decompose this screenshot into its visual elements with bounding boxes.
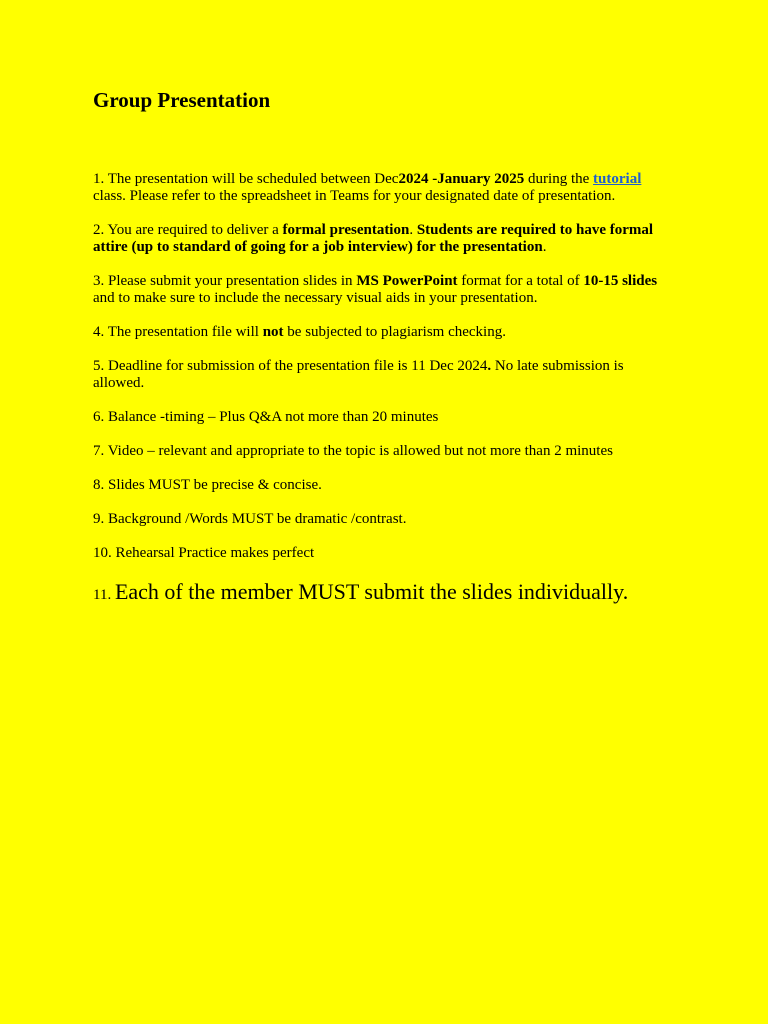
- item-10: 10. Rehearsal Practice makes perfect: [93, 545, 315, 561]
- item-6: 6. Balance -timing – Plus Q&A not more than 20 minutes: [93, 409, 439, 425]
- page-title: Group Presentation: [93, 88, 271, 112]
- item-4: 4. The presentation file will not be subjected to plagiarism checking.: [93, 324, 506, 340]
- tutorial-link[interactable]: tutorial: [593, 171, 642, 187]
- item-2: 2. You are required to deliver a formal presentation. Students are required to have formal attire (up to standard of going for a job interview) for the presentation.: [93, 222, 654, 255]
- item-3: 3. Please submit your presentation slides in MS PowerPoint format for a total of 10-15 slides and to make sure to include the necessary visual aids in your presentation.: [93, 273, 658, 306]
- item-1: 1. The presentation will be scheduled between Dec2024 -January 2025 during the tutorial class. Please refer to the spreadsheet in Teams for your designated date of presentation.: [93, 171, 642, 204]
- item-9: 9. Background /Words MUST be dramatic /contrast.: [93, 511, 407, 527]
- item-8: 8. Slides MUST be precise & concise.: [93, 477, 322, 493]
- item-5: 5. Deadline for submission of the presentation file is 11 Dec 2024. No late submission is allowed.: [93, 358, 624, 391]
- document-body: [93, 86, 668, 625]
- item-7: 7. Video – relevant and appropriate to the topic is allowed but not more than 2 minutes: [93, 443, 613, 459]
- item-11: 11. Each of the member MUST submit the slides individually.: [93, 579, 629, 604]
